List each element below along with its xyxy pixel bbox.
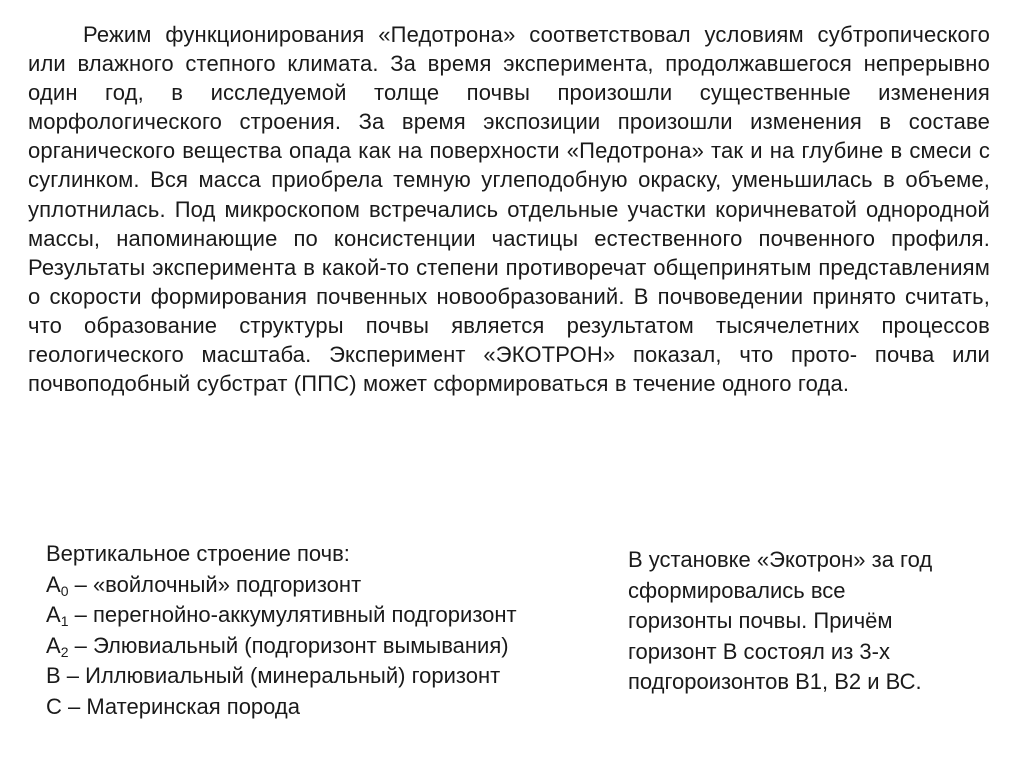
note-line: подгороизонтов В1, В2 и ВС. bbox=[628, 669, 922, 694]
horizon-a1 bbox=[46, 600, 616, 631]
horizon-description: – Иллювиальный (минеральный) горизонт bbox=[60, 663, 501, 688]
note-line: горизонты почвы. Причём bbox=[628, 608, 893, 633]
horizons-title: Вертикальное строение почв: bbox=[46, 541, 350, 566]
horizon-a0 bbox=[46, 570, 616, 601]
horizon-b bbox=[46, 661, 616, 692]
horizon-letter: А bbox=[46, 571, 61, 597]
horizon-subscript: 2 bbox=[60, 643, 69, 660]
horizon-description: – «войлочный» подгоризонт bbox=[68, 571, 362, 597]
horizon-a2 bbox=[46, 631, 616, 662]
note-line: горизонт В состоял из 3-х bbox=[628, 638, 890, 664]
horizon-description: – Материнская порода bbox=[61, 693, 300, 719]
ecotron-note bbox=[628, 545, 998, 698]
horizon-description: – перегнойно-аккумулятивный подгоризонт bbox=[68, 602, 517, 627]
note-line: сформировались все bbox=[628, 577, 846, 603]
horizon-description: – Элювиальный (подгоризонт вымывания) bbox=[68, 632, 509, 658]
horizon-c bbox=[46, 692, 616, 723]
horizon-subscript: 1 bbox=[60, 613, 69, 629]
horizon-subscript: 0 bbox=[60, 582, 69, 599]
soil-horizons-list bbox=[46, 539, 616, 722]
horizon-letter: С bbox=[46, 693, 62, 719]
horizon-letter: А bbox=[46, 602, 61, 627]
note-line: В установке «Экотрон» за год bbox=[628, 547, 933, 572]
horizon-letter: В bbox=[46, 663, 61, 688]
horizon-letter: А bbox=[46, 632, 61, 658]
main-paragraph: Режим функционирования «Педотрона» соответствовал условиям субтропического или влажного степного климата. За время эксперимента, продолжавшегося непрерывно один год, в исследуемой толще почвы произошли существенные изменения морфологического строения. За время экспозиции произошли изменения в составе органического вещества опада как на поверхности «Педотрона» так и на глубине в смеси с суглинком. Вся масса приобрела темную углеподобную окраску, уменьшилась в объеме, уплотнилась. Под микроскопом встречались отдельные участки коричневатой однородной массы, напоминающие по консистенции частицы естественного почвенного профиля. Результаты эксперимента в какой-то степени противоречат общепринятым представлениям о скорости формирования почвенных новообразований. В почвоведении принято считать, что образование структуры почвы является результатом тысячелетних процессов геологического масштаба. Эксперимент «ЭКОТРОН» показал, что прото- почва или почвоподобный субстрат (ППС) может сформироваться в течение одного года. bbox=[28, 22, 990, 397]
